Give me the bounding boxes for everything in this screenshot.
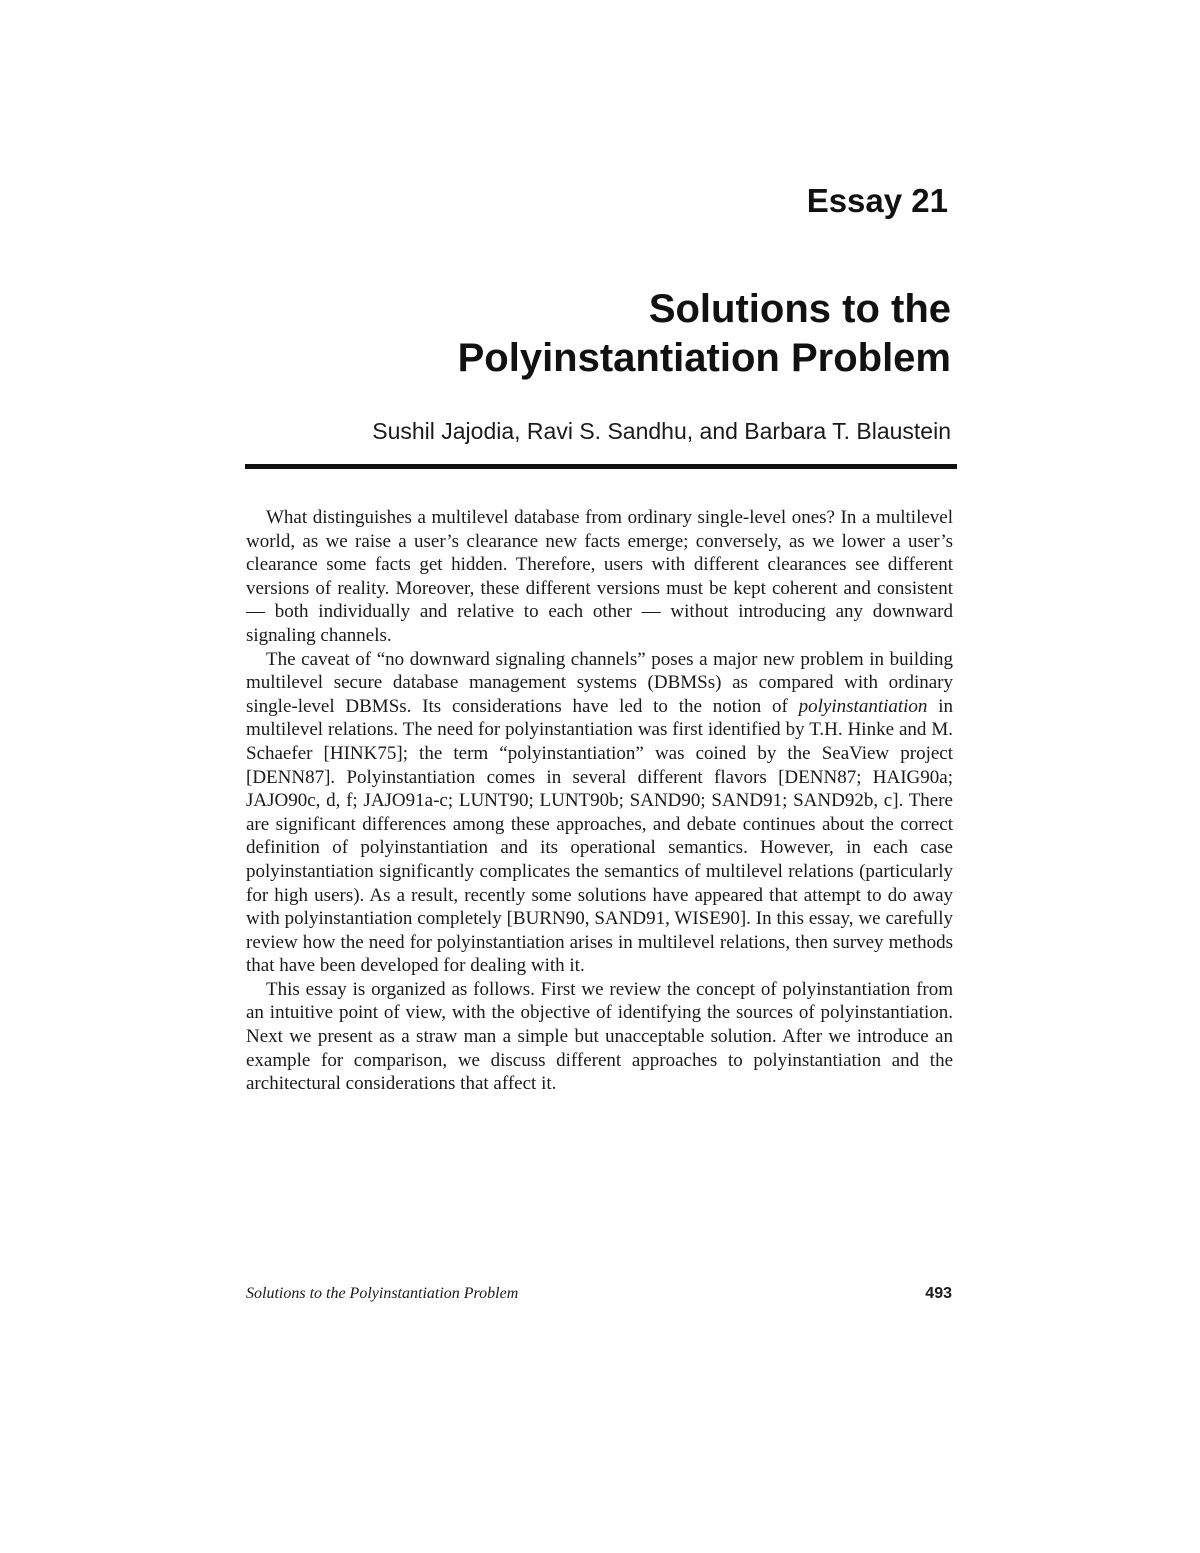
paragraph-2-text-b: in multilevel relations. The need for polyinstantiation was first identified by T.H. Hinke and M. Schaefer [HINK75]; the term “polyinstantiation” was coined by the SeaView project [DENN87]. Polyinstantiation comes in several different flavors [DENN87; HAIG90a; JAJO90c, d, f; JAJO91a-c; LUNT90; LUNT90b; SAND90; SAND91; SAND92b, c]. There are significant differences among these approaches, and debate continues about the correct definition of polyinstantiation and its operational semantics. However, in each case polyinstantiation significantly complicates the semantics of multilevel relations (particularly for high users). As a result, recently some solutions have appeared that attempt to do away with polyinstantiation completely [BURN90, SAND91, WISE90]. In this essay, we carefully review how the need for polyinstantiation arises in multilevel relations, then survey methods that have been developed for dealing with it. <box>246 695 953 977</box>
essay-number-label: Essay 21 <box>806 182 948 219</box>
running-footer-title: Solutions to the Polyinstantiation Problem <box>246 1285 519 1302</box>
page-number: 493 <box>925 1285 952 1302</box>
title-divider-rule <box>245 464 957 469</box>
author-list: Sushil Jajodia, Ravi S. Sandhu, and Barbara T. Blaustein <box>372 418 951 444</box>
paragraph-3: This essay is organized as follows. First we review the concept of polyinstantiation from an intuitive point of view, with the objective of identifying the sources of polyinstantiation. Next we present as a straw man a simple but unacceptable solution. After we introduce an example for comparison, we discuss different approaches to polyinstantiation and the architectural considerations that affect it. <box>246 978 953 1095</box>
title-line-1: Solutions to the <box>648 287 951 331</box>
paragraph-1: What distinguishes a multilevel database from ordinary single-level ones? In a multilevel world, as we raise a user’s clearance new facts emerge; conversely, as we lower a user’s clearance some facts get hidden. Therefore, users with different clearances see different versions of reality. Moreover, these different versions must be kept coherent and consistent — both individually and relative to each other — without introducing any downward signaling channels. <box>246 507 953 646</box>
paragraph-2 <box>246 648 953 978</box>
paragraph-2-text-a: The caveat of “no downward signaling channels” poses a major new problem in building multilevel secure database management systems (DBMSs) as compared with ordinary single-level DBMSs. Its considerations have led to the notion of <box>246 648 953 717</box>
title-line-2: Polyinstantiation Problem <box>457 336 951 380</box>
paragraph-2-emphasis: polyinstantiation <box>798 695 928 717</box>
essay-title <box>458 285 951 383</box>
essay-body <box>246 506 953 1096</box>
